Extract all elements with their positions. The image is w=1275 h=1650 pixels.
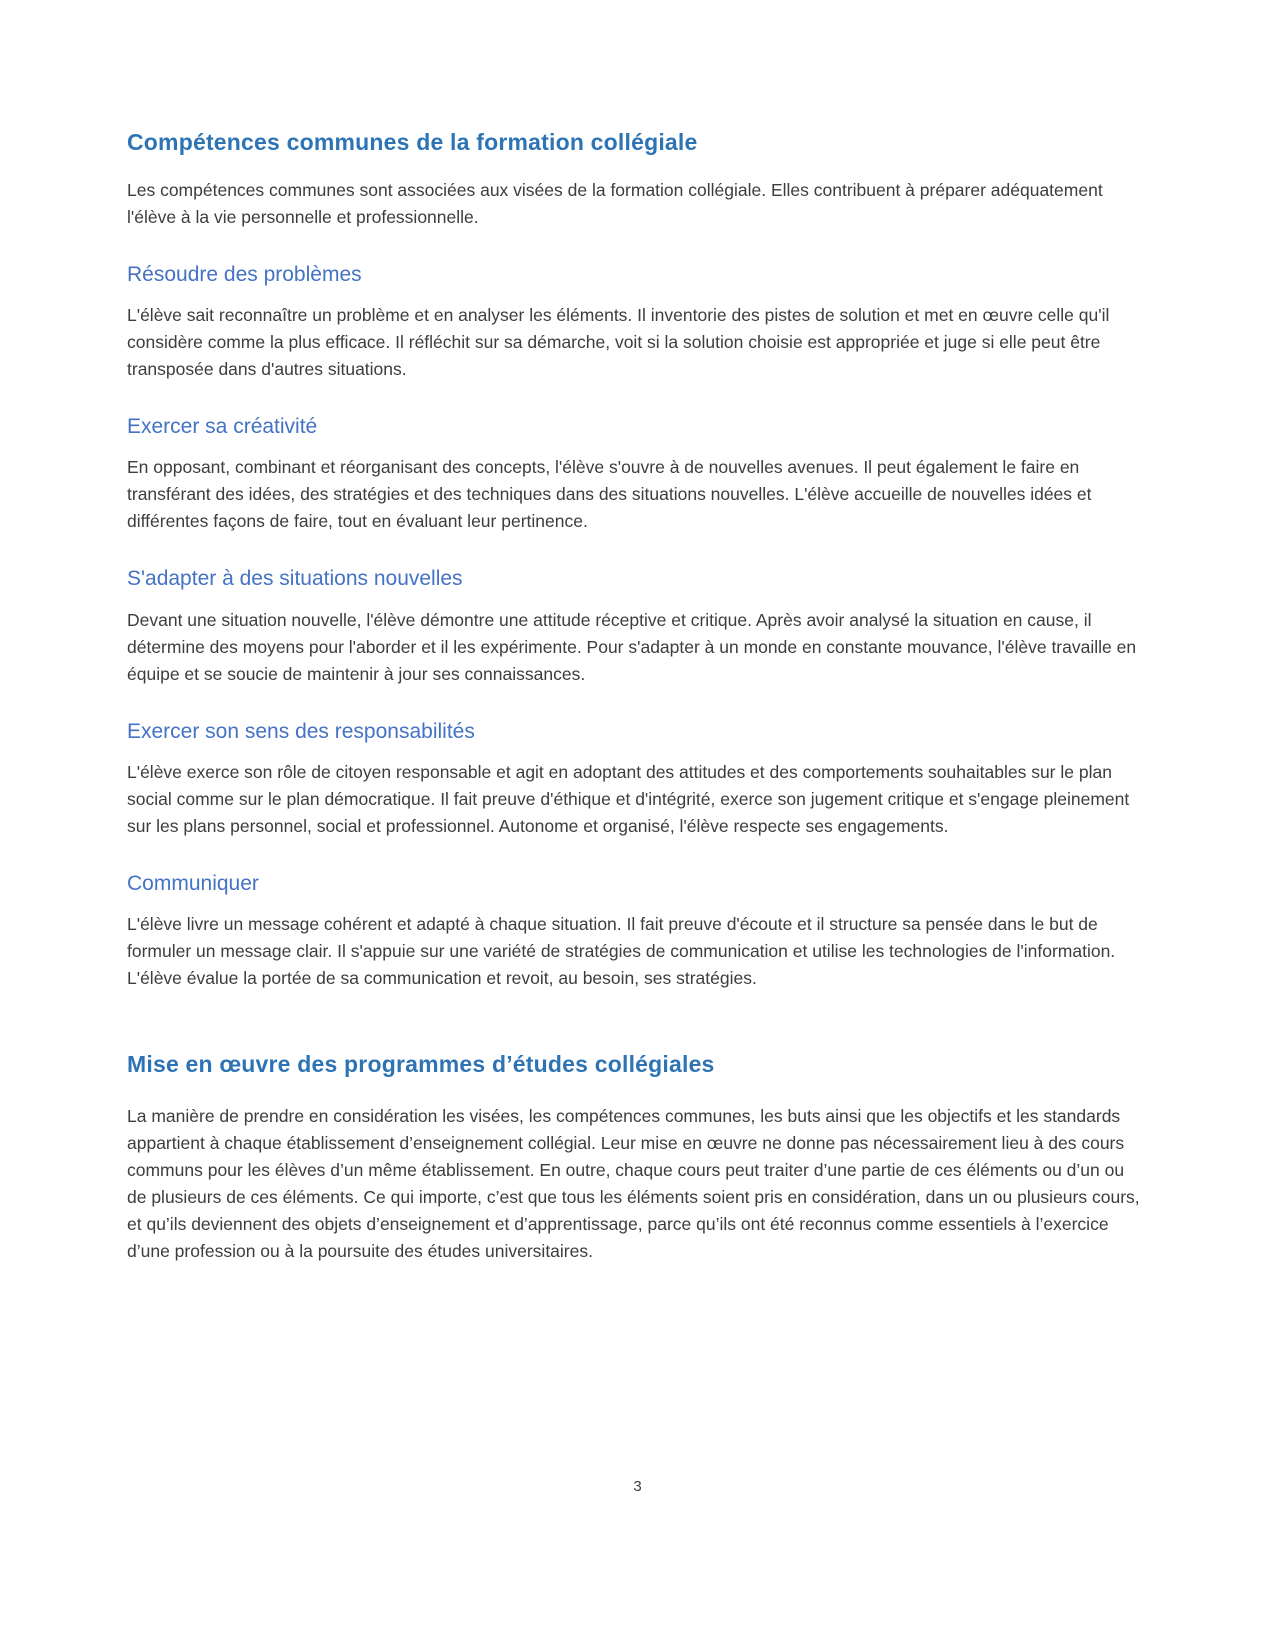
section-heading-resoudre: Résoudre des problèmes [127, 262, 362, 286]
section-body-mise-en-oeuvre: La manière de prendre en considération les visées, les compétences communes, les buts ainsi que les objectifs et les standards appartient à chaque établissement d’enseignement collégial. Leur mise en œuvre ne donne pas nécessairement lieu à des cours communs pour les élèves d’un même établissement. En outre, chaque cours peut traiter d’une partie de ces éléments ou d’un ou de plusieurs de ces éléments. Ce qui importe, c’est que tous les éléments soient pris en considération, dans un ou plusieurs cours, et qu’ils deviennent des objets d’enseignement et d’apprentissage, parce qu’ils ont été reconnus comme essentiels à l’exercice d’une profession ou à la poursuite des études universitaires. [127, 1105, 1140, 1261]
section-body-creativite: En opposant, combinant et réorganisant des concepts, l'élève s'ouvre à de nouvelles avenues. Il peut également le faire en transférant des idées, des stratégies et des techniques dans des situations nouvelles. L'élève accueille de nouvelles idées et différentes façons de faire, tout en évaluant leur pertinence. [127, 457, 1092, 532]
section-heading-communiquer: Communiquer [127, 871, 259, 895]
section-body-adapter: Devant une situation nouvelle, l'élève démontre une attitude réceptive et critique. Après avoir analysé la situation en cause, il détermine des moyens pour l'aborder et il les expérimente. Pour s'adapter à un monde en constante mouvance, l'élève travaille en équipe et se soucie de maintenir à jour ses connaissances. [127, 609, 1137, 684]
doc-title-mise-en-oeuvre: Mise en œuvre des programmes d’études collégiales [127, 1051, 715, 1078]
section-heading-responsabilites: Exercer son sens des responsabilités [127, 719, 475, 743]
section-body-resoudre: L'élève sait reconnaître un problème et en analyser les éléments. Il inventorie des pistes de solution et met en œuvre celle qu'il considère comme la plus efficace. Il réfléchit sur sa démarche, voit si la solution choisie est appropriée et juge si elle peut être transposée dans d'autres situations. [127, 305, 1110, 380]
page-number: 3 [633, 1478, 642, 1495]
section-heading-creativite: Exercer sa créativité [127, 415, 318, 439]
doc-title-main: Compétences communes de la formation collégiale [127, 129, 698, 155]
section-heading-adapter: S'adapter à des situations nouvelles [127, 567, 463, 591]
section-body-responsabilites: L'élève exerce son rôle de citoyen responsable et agit en adoptant des attitudes et des comportements souhaitables sur le plan social comme sur le plan démocratique. Il fait preuve d'éthique et d'intégrité, exerce son jugement critique et s'engage pleinement sur les plans personnel, social et professionnel. Autonome et organisé, l'élève respecte ses engagements. [127, 761, 1130, 836]
section-body-communiquer: L'élève livre un message cohérent et adapté à chaque situation. Il fait preuve d'écoute et il structure sa pensée dans le but de formuler un message clair. Il s'appuie sur une variété de stratégies de communication et utilise les technologies de l'information. L'élève évalue la portée de sa communication et revoit, au besoin, ses stratégies. [127, 914, 1116, 989]
intro-paragraph: Les compétences communes sont associées aux visées de la formation collégiale. Elles contribuent à préparer adéquatement l'élève à la vie personnelle et professionnelle. [127, 179, 1103, 227]
